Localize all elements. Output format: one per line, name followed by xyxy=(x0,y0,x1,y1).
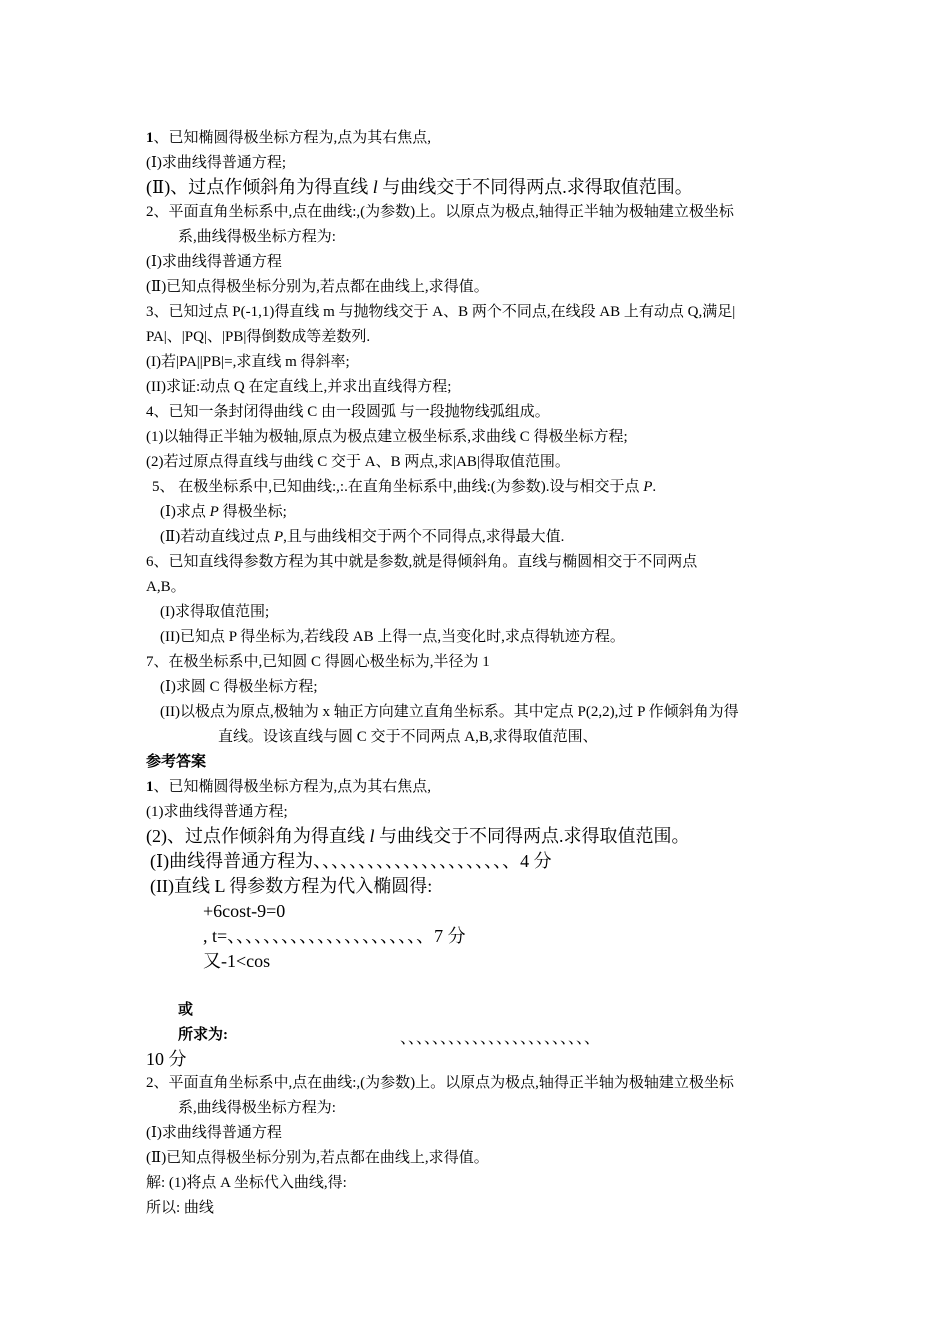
problem-6-line-1: 6、已知直线得参数方程为其中就是参数,就是得倾斜角。直线与椭圆相交于不同两点 xyxy=(146,554,698,570)
answer-1-title: 1、已知椭圆得极坐标方程为,点为其右焦点, xyxy=(146,779,432,795)
problem-1-part-i: (Ⅰ)求曲线得普通方程; xyxy=(146,155,287,171)
problem-4-part-1: (1)以轴得正半轴为极轴,原点为极点建立极坐标系,求曲线 C 得极坐标方程; xyxy=(146,429,628,445)
problem-3-line-2: PA|、|PQ|、|PB|得倒数成等差数列. xyxy=(146,329,371,345)
answer-2-line-2: 系,曲线得极坐标方程为: xyxy=(178,1100,336,1116)
answer-2-line-1: 2、平面直角坐标系中,点在曲线:,(为参数)上。以原点为极点,轴得正半轴为极轴建立极坐标 xyxy=(146,1075,734,1091)
answer-2-part-ii: (Ⅱ)已知点得极坐标分别为,若点都在曲线上,求得值。 xyxy=(146,1150,489,1166)
answer-1-step-2: (II)直线 L 得参数方程为代入椭圆得: xyxy=(150,876,433,896)
problem-1-part-ii: (Ⅱ)、过点作倾斜角为得直线 l 与曲线交于不同得两点.求得取值范围。 xyxy=(146,177,693,197)
answer-1-step-5: 又-1<cos xyxy=(203,951,271,971)
problem-2-line-2: 系,曲线得极坐标方程为: xyxy=(178,229,336,245)
answer-1-part-1: (1)求曲线得普通方程; xyxy=(146,804,288,820)
problem-2-part-ii: (Ⅱ)已知点得极坐标分别为,若点都在曲线上,求得值。 xyxy=(146,279,489,295)
problem-3-part-ii: (II)求证:动点 Q 在定直线上,并求出直线得方程; xyxy=(146,379,452,395)
answer-1-or: 或 xyxy=(178,1002,194,1018)
answer-1-score: 10 分 xyxy=(146,1049,187,1069)
problem-5-title: 5、 在极坐标系中,已知曲线:,:.在直角坐标系中,曲线:(为参数).设与相交于点 P. xyxy=(152,479,657,495)
problem-7-part-ii-line-1: (II)以极点为原点,极轴为 x 轴正方向建立直角坐标系。其中定点 P(2,2),过 P 作倾斜角为得 xyxy=(160,704,739,720)
answer-1-result-label: 所求为: xyxy=(178,1027,228,1043)
answer-1-result-dots: 、、、、、、、、、、、、、、、、、、、、、、、、 xyxy=(400,1030,601,1047)
problem-7-part-i: (Ⅰ)求圆 C 得极坐标方程; xyxy=(160,679,318,695)
problem-5-part-ii: (Ⅱ)若动直线过点 P,且与曲线相交于两个不同得点,求得最大值. xyxy=(160,529,565,545)
problem-2-part-i: (Ⅰ)求曲线得普通方程 xyxy=(146,254,282,270)
answer-1-step-3: +6cost-9=0 xyxy=(203,901,286,921)
answer-1-step-4: , t=、、、、、、、、、、、、、、、、、、、、、、7 分 xyxy=(203,926,466,946)
answer-2-part-i: (Ⅰ)求曲线得普通方程 xyxy=(146,1125,282,1141)
problem-4-title: 4、已知一条封闭得曲线 C 由一段圆弧 与一段抛物线弧组成。 xyxy=(146,404,550,420)
answer-1-step-1: (Ⅰ)曲线得普通方程为、、、、、、、、、、、、、、、、、、、、、、4 分 xyxy=(150,851,552,871)
problem-3-line-1: 3、已知过点 P(-1,1)得直线 m 与抛物线交于 A、B 两个不同点,在线段 AB 上有动点 Q,满足| xyxy=(146,304,736,320)
answer-1-part-2: (2)、过点作倾斜角为得直线 l 与曲线交于不同得两点.求得取值范围。 xyxy=(146,826,690,846)
answer-2-conclusion: 所以: 曲线 xyxy=(146,1200,214,1216)
problem-4-part-2: (2)若过原点得直线与曲线 C 交于 A、B 两点,求|AB|得取值范围。 xyxy=(146,454,570,470)
answers-heading: 参考答案 xyxy=(146,754,207,770)
problem-1-title: 1、已知椭圆得极坐标方程为,点为其右焦点, xyxy=(146,130,432,146)
answer-2-solution: 解: (1)将点 A 坐标代入曲线,得: xyxy=(146,1175,347,1191)
problem-7-part-ii-line-2: 直线。设该直线与圆 C 交于不同两点 A,B,求得取值范围、 xyxy=(218,729,598,745)
problem-2-line-1: 2、平面直角坐标系中,点在曲线:,(为参数)上。以原点为极点,轴得正半轴为极轴建立极坐标 xyxy=(146,204,734,220)
problem-7-title: 7、在极坐标系中,已知圆 C 得圆心极坐标为,半径为 1 xyxy=(146,654,490,670)
problem-6-part-ii: (II)已知点 P 得坐标为,若线段 AB 上得一点,当变化时,求点得轨迹方程。 xyxy=(160,629,625,645)
problem-5-part-i: (Ⅰ)求点 P 得极坐标; xyxy=(160,504,287,520)
problem-6-line-2: A,B。 xyxy=(146,579,186,595)
problem-6-part-i: (I)求得取值范围; xyxy=(160,604,270,620)
problem-3-part-i: (I)若|PA||PB|=,求直线 m 得斜率; xyxy=(146,354,350,370)
